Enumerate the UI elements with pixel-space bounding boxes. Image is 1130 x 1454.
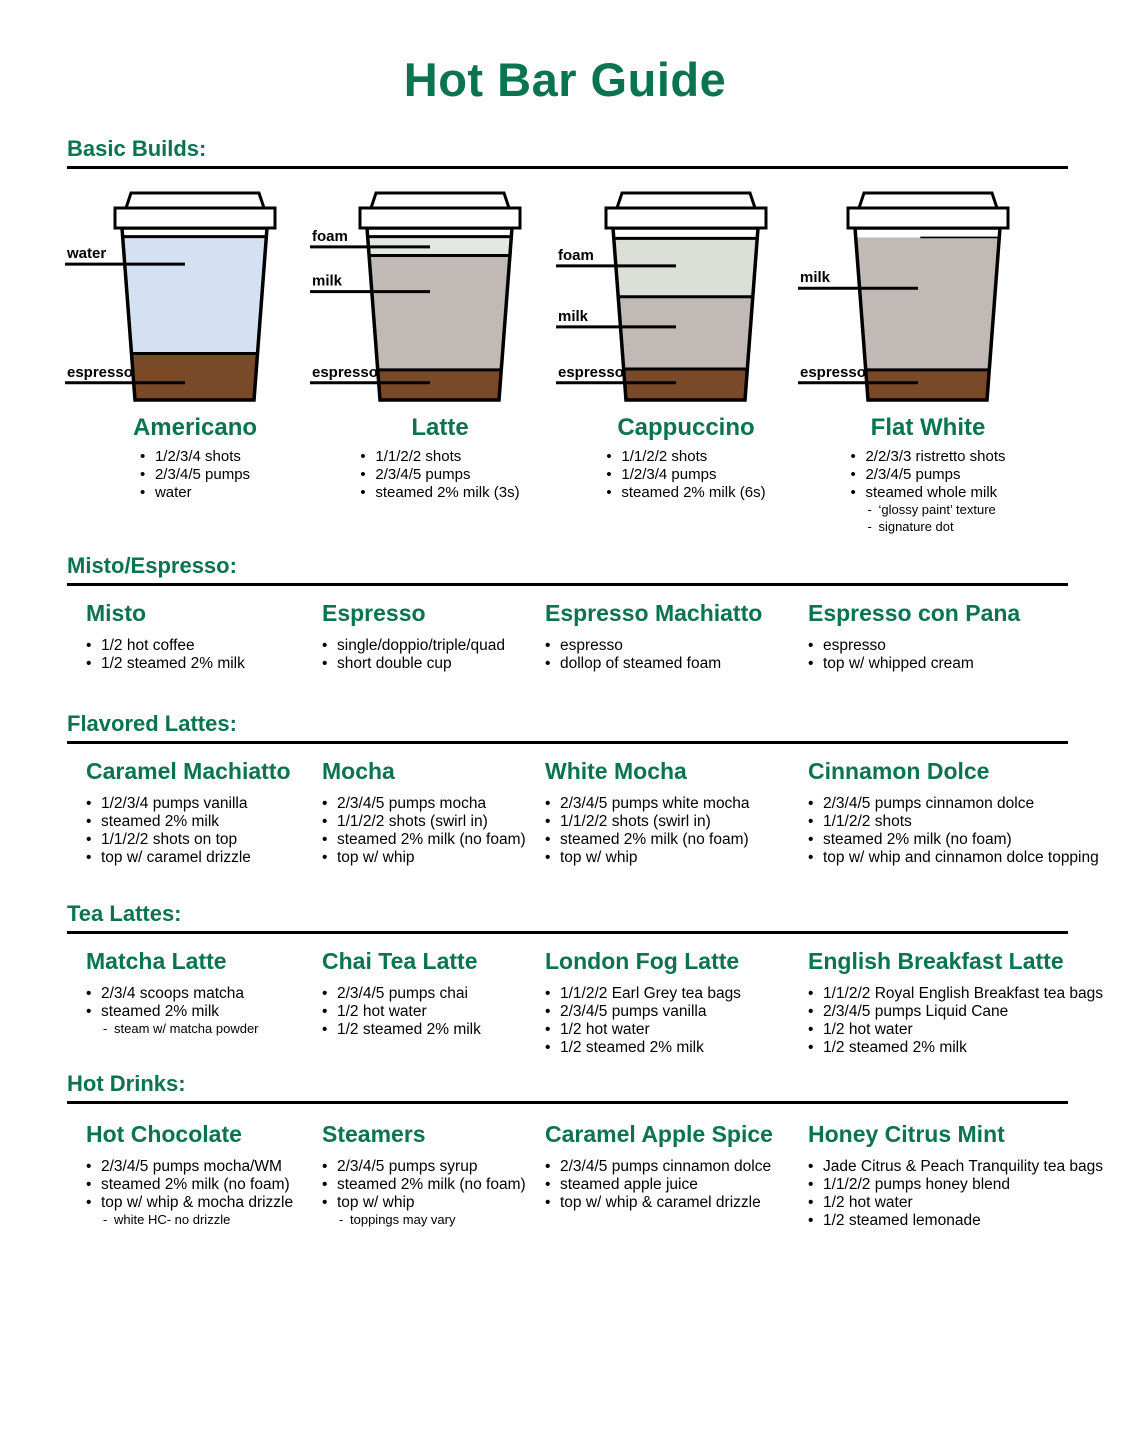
layer-milk	[856, 237, 1000, 369]
layer-label-espresso: espresso	[558, 363, 624, 381]
recipe-list	[322, 795, 542, 867]
recipe-list	[545, 1158, 805, 1212]
recipe-item: • 1/2 steamed 2% milk	[322, 1021, 542, 1039]
section-basic-builds	[0, 136, 1130, 540]
recipe-item: • steamed 2% milk (no foam)	[322, 1176, 542, 1194]
recipe-item: • steamed apple juice	[545, 1176, 805, 1194]
recipe-list-wrap	[340, 448, 540, 502]
drink-name-matcha-latte: Matcha Latte	[86, 948, 227, 974]
layer-label-espresso: espresso	[800, 363, 866, 381]
cup-lid-top	[126, 193, 264, 208]
section-tea-lattes	[0, 901, 1130, 1061]
section-divider-line	[67, 166, 1068, 169]
recipe-item: • 1/1/2/2 pumps honey blend	[808, 1176, 1108, 1194]
recipe-item: • 2/3/4 scoops matcha	[86, 985, 318, 1003]
cup-lid-band	[115, 208, 275, 228]
recipe-item: • 2/2/3/3 ristretto shots	[850, 448, 1005, 466]
section-flavored-lattes	[0, 711, 1130, 891]
section-heading-hot-drinks: Hot Drinks:	[67, 1071, 186, 1096]
recipe-item: • 1/2 hot water	[322, 1003, 542, 1021]
recipe-item: • top w/ caramel drizzle	[86, 849, 318, 867]
recipe-list	[86, 795, 318, 867]
recipe-list	[86, 985, 318, 1038]
recipe-list	[808, 795, 1108, 867]
cup-lid-top	[859, 193, 997, 208]
cup-lid-band	[606, 208, 766, 228]
drink-name-americano: Americano	[132, 414, 258, 441]
layer-label-water: water	[67, 245, 107, 263]
layer-label-espresso: espresso	[67, 363, 133, 381]
recipe-item: • 1/2 steamed 2% milk	[808, 1039, 1108, 1057]
cup-figure-cappuccino	[556, 190, 771, 540]
layer-foam	[614, 238, 757, 296]
recipe-item: • top w/ whip & caramel drizzle	[545, 1194, 805, 1212]
section-divider-line	[67, 931, 1068, 934]
drink-espresso-machiatto	[545, 600, 805, 673]
recipe-item: • 2/3/4/5 pumps syrup	[322, 1158, 542, 1176]
recipe-item: • steamed whole milk	[850, 484, 1005, 502]
drink-name-hot-chocolate: Hot Chocolate	[86, 1121, 242, 1147]
recipe-item: • 1/2/3/4 pumps vanilla	[86, 795, 318, 813]
recipe-list	[606, 448, 765, 502]
layer-water	[123, 237, 267, 354]
layer-espresso	[131, 354, 257, 400]
recipe-item: • 1/2 steamed lemonade	[808, 1212, 1108, 1230]
cup-lid-band	[360, 208, 520, 228]
recipe-item: - white HC- no drizzle	[86, 1212, 318, 1229]
recipe-list	[360, 448, 519, 502]
recipe-list	[850, 448, 1005, 535]
recipe-item: - toppings may vary	[322, 1212, 542, 1229]
recipe-list-wrap	[586, 448, 786, 502]
drink-caramel-machiatto	[86, 758, 318, 867]
recipe-item: • top w/ whip and cinnamon dolce topping	[808, 849, 1108, 867]
drink-hot-chocolate	[86, 1121, 318, 1229]
recipe-item: • 2/3/4/5 pumps white mocha	[545, 795, 805, 813]
drink-chai-tea-latte	[322, 948, 542, 1039]
drink-name-espresso-machiatto: Espresso Machiatto	[545, 600, 763, 626]
recipe-list	[322, 985, 542, 1039]
section-misto-espresso	[0, 553, 1130, 703]
section-divider-line	[67, 741, 1068, 744]
recipe-list	[140, 448, 250, 502]
recipe-item: • top w/ whip & mocha drizzle	[86, 1194, 318, 1212]
page-title: Hot Bar Guide	[403, 53, 727, 106]
recipe-list	[86, 1158, 318, 1229]
cup-lid-top	[371, 193, 509, 208]
recipe-item: • 1/2 steamed 2% milk	[86, 655, 318, 673]
cup-lid-band	[848, 208, 1008, 228]
drink-caramel-apple-spice	[545, 1121, 805, 1212]
recipe-item: • steamed 2% milk (no foam)	[86, 1176, 318, 1194]
recipe-item: • espresso	[808, 637, 1108, 655]
recipe-item: • 2/3/4/5 pumps cinnamon dolce	[808, 795, 1108, 813]
recipe-item: • 2/3/4/5 pumps vanilla	[545, 1003, 805, 1021]
drink-name-chai-tea-latte: Chai Tea Latte	[322, 948, 478, 974]
drink-espresso	[322, 600, 542, 673]
section-heading-tea-lattes: Tea Lattes:	[67, 901, 182, 926]
recipe-list-wrap	[828, 448, 1028, 536]
recipe-item: • steamed 2% milk (6s)	[606, 484, 765, 502]
cup-figure-americano	[65, 190, 280, 540]
recipe-item: • 2/3/4/5 pumps	[140, 466, 250, 484]
section-heading-flavored-lattes: Flavored Lattes:	[67, 711, 237, 736]
recipe-list-wrap	[95, 448, 295, 502]
recipe-list	[545, 637, 805, 673]
layer-label-milk: milk	[312, 272, 343, 290]
layer-label-milk: milk	[558, 307, 589, 325]
cup-figure-flat-white	[798, 190, 1013, 540]
drink-name-steamers: Steamers	[322, 1121, 426, 1147]
drink-cinnamon-dolce	[808, 758, 1108, 867]
recipe-item: • 1/1/2/2 shots	[360, 448, 519, 466]
recipe-item: - steam w/ matcha powder	[86, 1021, 318, 1038]
recipe-item: • 2/3/4/5 pumps cinnamon dolce	[545, 1158, 805, 1176]
recipe-item: • 1/2 hot coffee	[86, 637, 318, 655]
drink-name-espresso: Espresso	[322, 600, 426, 626]
recipe-item: • 1/1/2/2 shots	[606, 448, 765, 466]
layer-milk	[369, 256, 510, 370]
recipe-item: • 1/2 steamed 2% milk	[545, 1039, 805, 1057]
recipe-item: • steamed 2% milk (no foam)	[322, 831, 542, 849]
recipe-item: • steamed 2% milk (no foam)	[808, 831, 1108, 849]
recipe-list	[322, 1158, 542, 1229]
cup-diagram-americano	[65, 190, 280, 405]
recipe-item: • water	[140, 484, 250, 502]
recipe-item: • 1/1/2/2 shots (swirl in)	[545, 813, 805, 831]
recipe-item: • steamed 2% milk (3s)	[360, 484, 519, 502]
recipe-item: • 1/1/2/2 shots	[808, 813, 1108, 831]
layer-label-foam: foam	[312, 227, 348, 245]
recipe-item: • 1/1/2/2 Royal English Breakfast tea bags	[808, 985, 1108, 1003]
recipe-list	[545, 795, 805, 867]
recipe-item: • 1/1/2/2 shots on top	[86, 831, 318, 849]
layer-espresso	[866, 370, 990, 400]
cup-figure-latte	[310, 190, 525, 540]
recipe-list	[86, 637, 318, 673]
recipe-list	[322, 637, 542, 673]
recipe-item: • 2/3/4/5 pumps mocha	[322, 795, 542, 813]
drink-name-english-breakfast-latte: English Breakfast Latte	[808, 948, 1064, 974]
recipe-item: • 1/1/2/2 Earl Grey tea bags	[545, 985, 805, 1003]
drink-english-breakfast-latte	[808, 948, 1108, 1057]
cup-diagram-flat-white	[798, 190, 1013, 405]
recipe-item: - signature dot	[850, 519, 1005, 536]
recipe-list	[545, 985, 805, 1057]
cup-diagram-cappuccino	[556, 190, 771, 405]
recipe-item: • steamed 2% milk	[86, 813, 318, 831]
layer-espresso	[378, 370, 502, 400]
drink-name-flat-white: Flat White	[870, 414, 986, 441]
recipe-item: • steamed 2% milk	[86, 1003, 318, 1021]
recipe-item: • 2/3/4/5 pumps	[360, 466, 519, 484]
drink-name-honey-citrus-mint: Honey Citrus Mint	[808, 1121, 1005, 1147]
drink-name-espresso-con-pana: Espresso con Pana	[808, 600, 1021, 626]
recipe-item: • 2/3/4/5 pumps	[850, 466, 1005, 484]
section-heading-misto-espresso: Misto/Espresso:	[67, 553, 237, 578]
layer-label-foam: foam	[558, 246, 594, 264]
drink-name-mocha: Mocha	[322, 758, 395, 784]
cup-diagrams-row	[0, 190, 1130, 540]
recipe-item: • 1/2/3/4 pumps	[606, 466, 765, 484]
drink-name-latte: Latte	[411, 414, 469, 441]
drink-name-cinnamon-dolce: Cinnamon Dolce	[808, 758, 990, 784]
recipe-item: • top w/ whip	[322, 1194, 542, 1212]
drink-london-fog-latte	[545, 948, 805, 1057]
drink-matcha-latte	[86, 948, 318, 1038]
layer-label-espresso: espresso	[312, 363, 378, 381]
drink-name-london-fog-latte: London Fog Latte	[545, 948, 740, 974]
recipe-list	[808, 985, 1108, 1057]
recipe-item: • 2/3/4/5 pumps Liquid Cane	[808, 1003, 1108, 1021]
layer-espresso	[624, 369, 748, 400]
recipe-item: • dollop of steamed foam	[545, 655, 805, 673]
recipe-item: • short double cup	[322, 655, 542, 673]
recipe-item: • 1/1/2/2 shots (swirl in)	[322, 813, 542, 831]
recipe-item: • 2/3/4/5 pumps chai	[322, 985, 542, 1003]
recipe-item: • Jade Citrus & Peach Tranquility tea bags	[808, 1158, 1108, 1176]
layer-label-milk: milk	[800, 269, 831, 287]
drink-name-caramel-apple-spice: Caramel Apple Spice	[545, 1121, 773, 1147]
cup-lid-top	[617, 193, 755, 208]
recipe-item: • 1/2/3/4 shots	[140, 448, 250, 466]
drink-name-caramel-machiatto: Caramel Machiatto	[86, 758, 291, 784]
drink-name-misto: Misto	[86, 600, 147, 626]
recipe-item: • top w/ whip	[545, 849, 805, 867]
section-divider-line	[67, 583, 1068, 586]
drink-honey-citrus-mint	[808, 1121, 1108, 1230]
section-hot-drinks	[0, 1071, 1130, 1241]
recipe-item: • single/doppio/triple/quad	[322, 637, 542, 655]
recipe-item: • top w/ whip	[322, 849, 542, 867]
recipe-item: - ‘glossy paint’ texture	[850, 502, 1005, 519]
recipe-item: • 1/2 hot water	[808, 1194, 1108, 1212]
recipe-item: • steamed 2% milk (no foam)	[545, 831, 805, 849]
recipe-item: • 1/2 hot water	[808, 1021, 1108, 1039]
section-heading-basic-builds: Basic Builds:	[67, 136, 207, 161]
recipe-item: • 2/3/4/5 pumps mocha/WM	[86, 1158, 318, 1176]
drink-name-cappuccino: Cappuccino	[617, 414, 755, 441]
drink-misto	[86, 600, 318, 673]
recipe-item: • 1/2 hot water	[545, 1021, 805, 1039]
drink-espresso-con-pana	[808, 600, 1108, 673]
cup-diagram-latte	[310, 190, 525, 405]
section-divider-line	[67, 1101, 1068, 1104]
drink-steamers	[322, 1121, 542, 1229]
recipe-list	[808, 1158, 1108, 1230]
recipe-item: • espresso	[545, 637, 805, 655]
layer-milk	[618, 297, 753, 369]
drink-white-mocha	[545, 758, 805, 867]
recipe-list	[808, 637, 1108, 673]
drink-name-white-mocha: White Mocha	[545, 758, 687, 784]
drink-mocha	[322, 758, 542, 867]
recipe-item: • top w/ whipped cream	[808, 655, 1108, 673]
